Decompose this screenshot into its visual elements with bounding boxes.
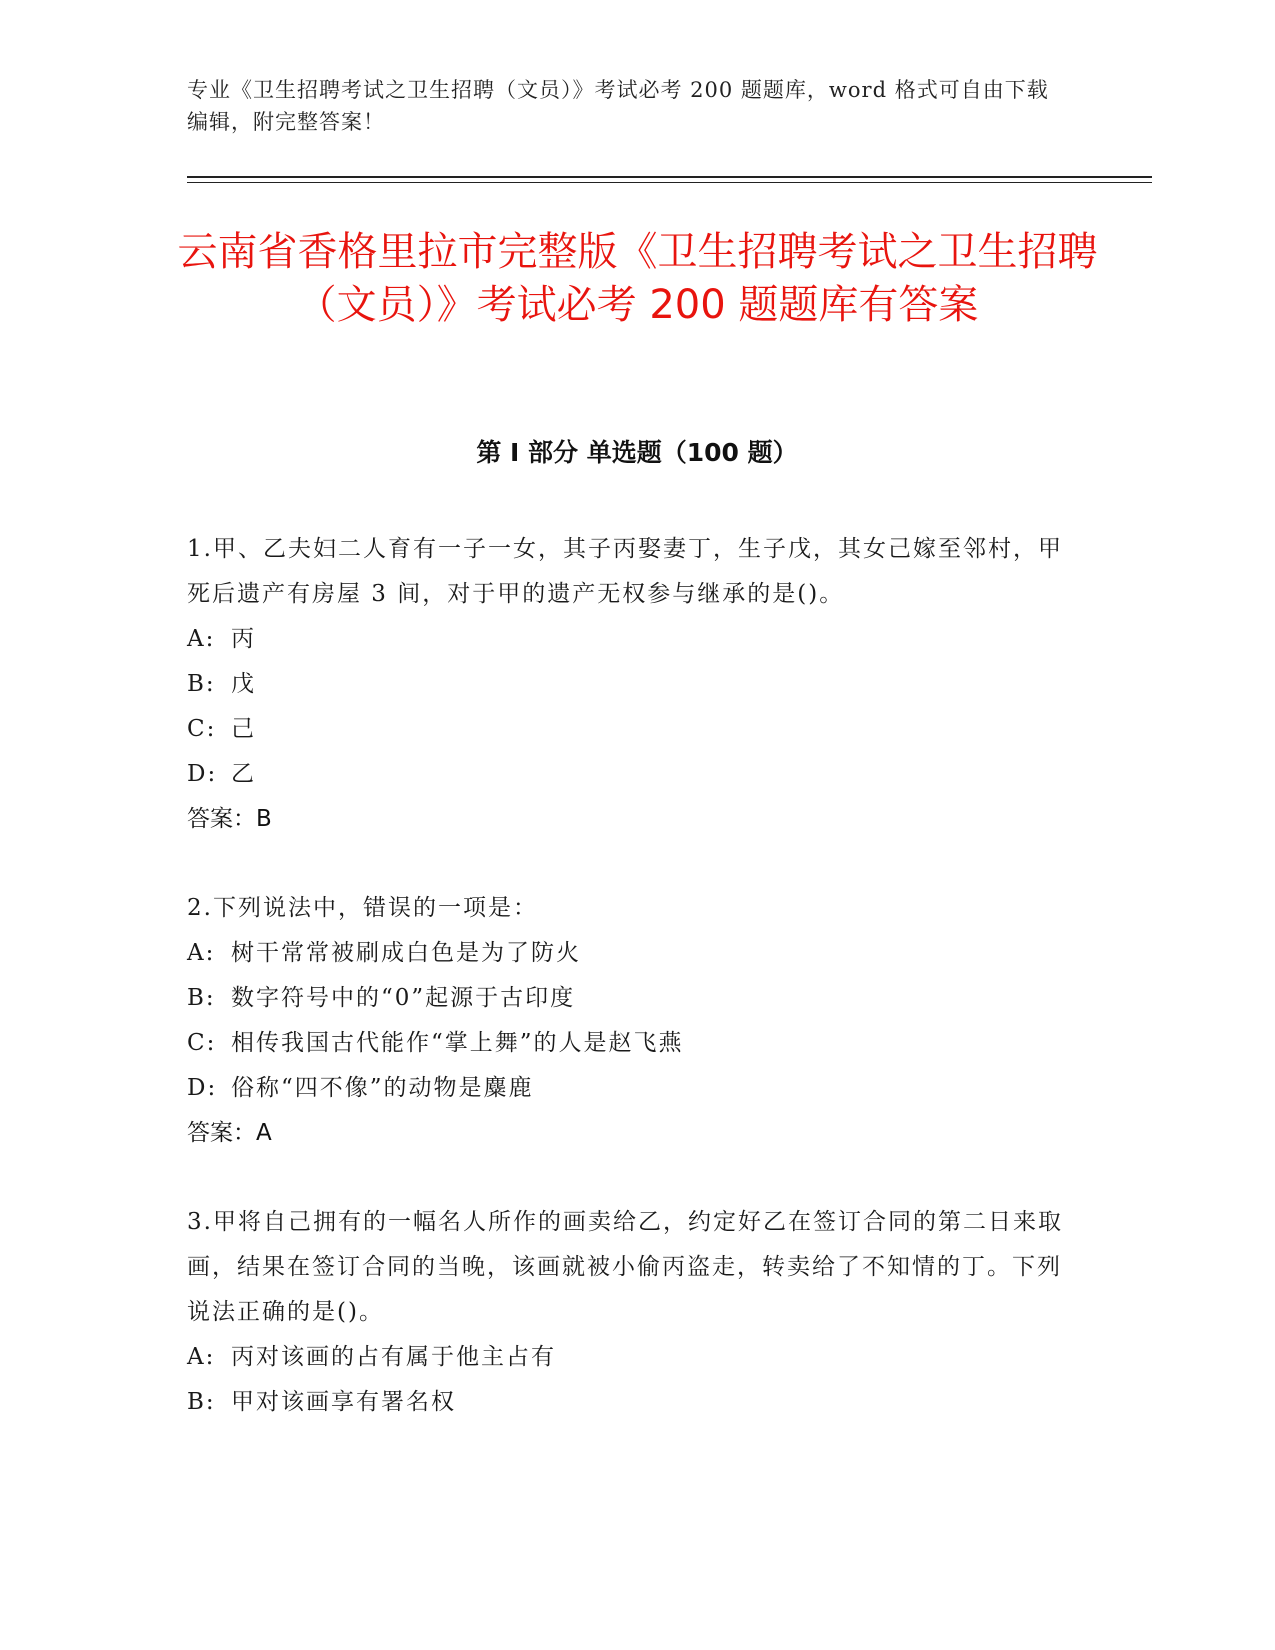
section-title: 第 I 部分 单选题（100 题） (476, 438, 798, 467)
option-key: A: (187, 626, 216, 652)
option-text: 己 (231, 716, 256, 742)
option-text: 丙对该画的占有属于他主占有 (231, 1344, 556, 1370)
question-1 (187, 527, 1067, 842)
option-key: B: (187, 1389, 216, 1415)
option-key: A: (187, 1344, 216, 1370)
option-text: 数字符号中的“0”起源于古印度 (231, 985, 576, 1011)
option-b (187, 976, 1067, 1021)
option-b (187, 662, 1067, 707)
question-2 (187, 886, 1067, 1156)
option-d (187, 1066, 1067, 1111)
document-title: 云南省香格里拉市完整版《卫生招聘考试之卫生招聘（文员）》考试必考 200 题题库有答案 (177, 229, 1098, 328)
option-a (187, 617, 1067, 662)
answer: 答案：B (187, 806, 272, 832)
question-stem: 2.下列说法中，错误的一项是： (187, 895, 538, 921)
option-text: 丙 (231, 626, 256, 652)
option-text: 俗称“四不像”的动物是麋鹿 (231, 1075, 534, 1101)
option-a (187, 931, 1067, 976)
option-text: 甲对该画享有署名权 (231, 1389, 456, 1415)
option-key: C: (187, 716, 217, 742)
option-text: 戊 (231, 671, 256, 697)
option-key: B: (187, 985, 216, 1011)
question-3 (187, 1200, 1067, 1425)
question-list (187, 527, 1067, 1469)
option-key: B: (187, 671, 216, 697)
option-c (187, 1021, 1067, 1066)
option-key: D: (187, 1075, 218, 1101)
answer: 答案：A (187, 1120, 272, 1146)
option-c (187, 707, 1067, 752)
option-text: 树干常常被刷成白色是为了防火 (231, 940, 581, 966)
header-note: 专业《卫生招聘考试之卫生招聘（文员）》考试必考 200 题题库，word 格式可自由下载编辑，附完整答案！ (187, 78, 1049, 134)
header-rule-thin (187, 182, 1152, 183)
option-key: C: (187, 1030, 217, 1056)
option-d (187, 752, 1067, 797)
header-rule (187, 176, 1152, 178)
option-text: 乙 (231, 761, 256, 787)
option-key: A: (187, 940, 216, 966)
question-stem: 1.甲、乙夫妇二人育有一子一女，其子丙娶妻丁，生子戊，其女己嫁至邻村，甲死后遗产有房屋 3 间，对于甲的遗产无权参与继承的是()。 (187, 536, 1063, 607)
option-text: 相传我国古代能作“掌上舞”的人是赵飞燕 (231, 1030, 684, 1056)
question-stem: 3.甲将自己拥有的一幅名人所作的画卖给乙，约定好乙在签订合同的第二日来取画，结果在签订合同的当晚，该画就被小偷丙盗走，转卖给了不知情的丁。下列说法正确的是()。 (187, 1209, 1063, 1325)
option-key: D: (187, 761, 218, 787)
option-b (187, 1380, 1067, 1425)
option-a (187, 1335, 1067, 1380)
